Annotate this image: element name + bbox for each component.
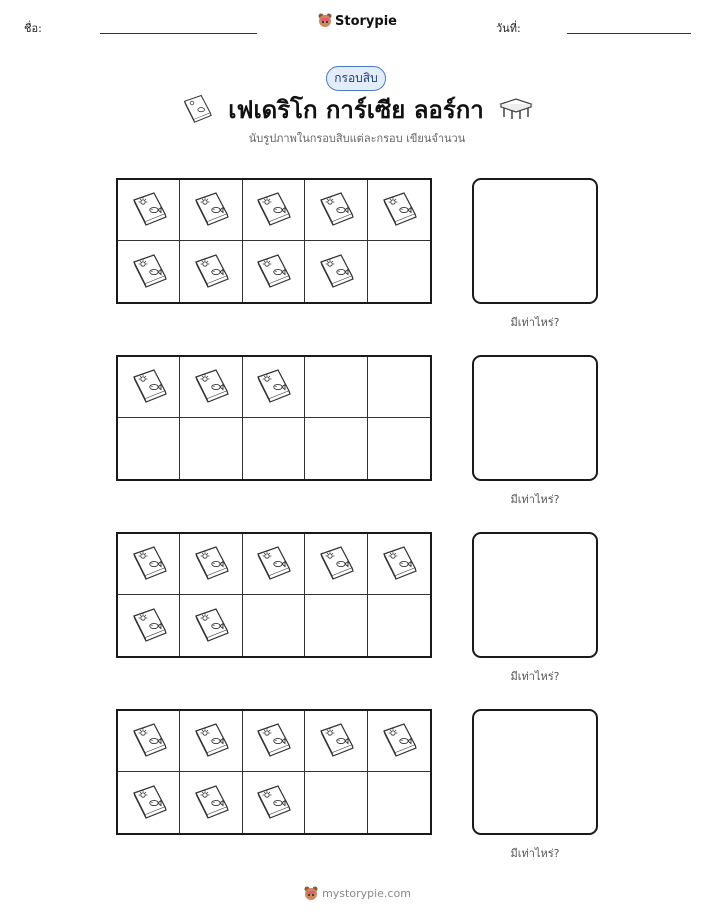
frame-cell	[368, 772, 430, 833]
book-icon	[130, 367, 168, 407]
frame-cell	[243, 418, 305, 479]
frame-cell	[118, 772, 180, 833]
frame-cell	[368, 595, 430, 656]
brand-name: Storypie	[335, 14, 397, 29]
question-2: มีเท่าไหร่?	[510, 493, 560, 506]
frame-cell	[180, 357, 242, 418]
book-icon	[192, 367, 230, 407]
ten-frame-3	[116, 532, 432, 658]
book-icon	[380, 721, 418, 761]
book-icon	[130, 606, 168, 646]
footer-url: mystorypie.com	[322, 887, 411, 900]
name-line[interactable]	[100, 33, 257, 34]
question-4: มีเท่าไหร่?	[510, 847, 560, 860]
frame-cell	[180, 772, 242, 833]
ten-frame-2	[116, 355, 432, 481]
frame-cell	[305, 357, 367, 418]
name-label: ชื่อ:	[24, 22, 42, 35]
frame-cell	[118, 180, 180, 241]
storypie-logo-icon	[317, 12, 333, 32]
date-label: วันที่:	[496, 22, 521, 35]
frame-cell	[118, 534, 180, 595]
frame-cell	[305, 711, 367, 772]
frame-cell	[305, 418, 367, 479]
book-icon	[192, 606, 230, 646]
answer-box-1[interactable]	[472, 178, 598, 304]
frame-cell	[243, 772, 305, 833]
frame-cell	[368, 180, 430, 241]
frame-cell	[180, 241, 242, 302]
frame-cell	[243, 357, 305, 418]
brand	[0, 12, 714, 32]
book-icon	[317, 252, 355, 292]
frame-cell	[118, 418, 180, 479]
book-icon	[130, 252, 168, 292]
frame-cell	[243, 534, 305, 595]
book-icon	[254, 252, 292, 292]
frame-cell	[118, 711, 180, 772]
frame-cell	[305, 534, 367, 595]
answer-box-3[interactable]	[472, 532, 598, 658]
book-icon	[317, 544, 355, 584]
book-icon	[130, 190, 168, 230]
frame-cell	[368, 241, 430, 302]
frame-cell	[243, 711, 305, 772]
book-icon	[130, 783, 168, 823]
footer	[0, 885, 714, 904]
instructions: นับรูปภาพในกรอบสิบแต่ละกรอบ เขียนจำนวน	[248, 132, 466, 145]
title-row	[0, 90, 714, 129]
frame-cell	[180, 595, 242, 656]
book-icon	[380, 190, 418, 230]
ten-frame-4	[116, 709, 432, 835]
frame-cell	[243, 595, 305, 656]
frame-cell	[180, 418, 242, 479]
frame-cell	[180, 711, 242, 772]
frame-cell	[368, 357, 430, 418]
book-icon	[254, 544, 292, 584]
frame-cell	[305, 595, 367, 656]
frame-cell	[368, 711, 430, 772]
book-icon	[254, 783, 292, 823]
book-icon	[192, 721, 230, 761]
book-icon	[192, 190, 230, 230]
frame-cell	[180, 534, 242, 595]
frame-cell	[305, 180, 367, 241]
book-icon	[192, 783, 230, 823]
frame-cell	[243, 180, 305, 241]
answer-box-4[interactable]	[472, 709, 598, 835]
frame-cell	[118, 241, 180, 302]
question-3: มีเท่าไหร่?	[510, 670, 560, 683]
book-icon	[317, 721, 355, 761]
frame-cell	[180, 180, 242, 241]
frame-cell	[368, 418, 430, 479]
book-icon	[181, 93, 213, 127]
frame-cell	[118, 357, 180, 418]
storypie-logo-icon	[303, 885, 319, 904]
frame-cell	[118, 595, 180, 656]
book-icon	[317, 190, 355, 230]
table-icon	[499, 96, 533, 124]
frame-cell	[305, 772, 367, 833]
book-icon	[130, 544, 168, 584]
topic-badge: กรอบสิบ	[326, 66, 386, 91]
book-icon	[380, 544, 418, 584]
ten-frame-1	[116, 178, 432, 304]
page-title: เฟเดริโก การ์เซีย ลอร์กา	[228, 96, 484, 124]
book-icon	[254, 190, 292, 230]
frame-cell	[243, 241, 305, 302]
question-1: มีเท่าไหร่?	[510, 316, 560, 329]
frame-cell	[305, 241, 367, 302]
book-icon	[254, 367, 292, 407]
book-icon	[192, 544, 230, 584]
book-icon	[130, 721, 168, 761]
frame-cell	[368, 534, 430, 595]
answer-box-2[interactable]	[472, 355, 598, 481]
book-icon	[254, 721, 292, 761]
date-line[interactable]	[567, 33, 691, 34]
book-icon	[192, 252, 230, 292]
